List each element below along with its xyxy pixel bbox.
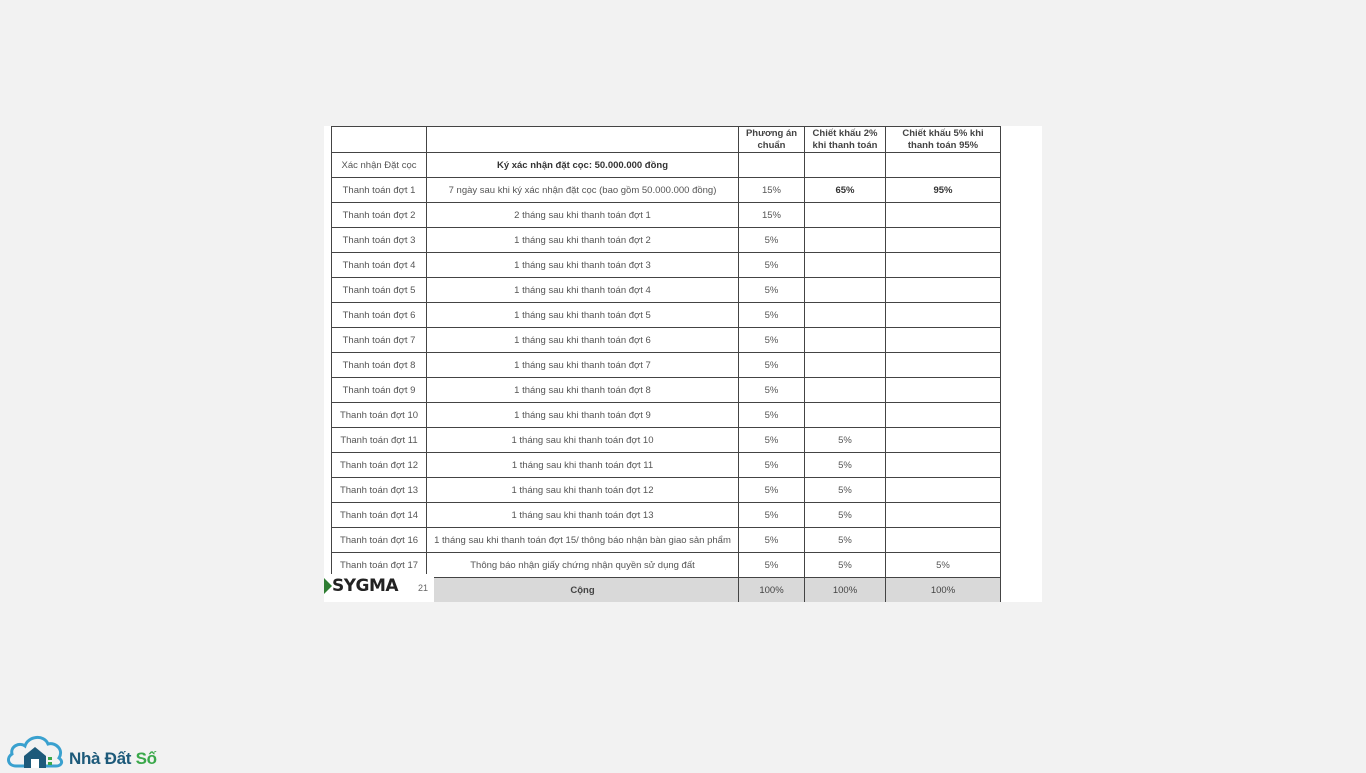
- cell-stage: Thanh toán đợt 8: [332, 353, 427, 378]
- page-number: 21: [418, 583, 429, 593]
- sygma-logo-text: SYGMA: [332, 576, 399, 596]
- table-row: [332, 403, 1001, 428]
- total-label: Cộng: [427, 578, 739, 603]
- cell-stage: Thanh toán đợt 10: [332, 403, 427, 428]
- cell-description: 1 tháng sau khi thanh toán đợt 2: [427, 228, 739, 253]
- brand-name: Nhà Đất: [69, 749, 132, 768]
- cell-discount-2: [805, 303, 886, 328]
- table-row: [332, 353, 1001, 378]
- cell-standard: 5%: [739, 228, 805, 253]
- cell-standard: 15%: [739, 178, 805, 203]
- cell-stage: Thanh toán đợt 1: [332, 178, 427, 203]
- cell-discount-2: [805, 253, 886, 278]
- cell-standard: 5%: [739, 278, 805, 303]
- cell-discount-2: 5%: [805, 428, 886, 453]
- cell-discount-2: 5%: [805, 528, 886, 553]
- cell-discount-5: [886, 503, 1001, 528]
- cell-discount-2: [805, 353, 886, 378]
- table-row: [332, 328, 1001, 353]
- cell-description: 1 tháng sau khi thanh toán đợt 13: [427, 503, 739, 528]
- cell-description: 1 tháng sau khi thanh toán đợt 15/ thông báo nhận bàn giao sản phẩm: [427, 528, 739, 553]
- deposit-stage: Xác nhận Đặt cọc: [332, 153, 427, 178]
- cell-description: 1 tháng sau khi thanh toán đợt 6: [427, 328, 739, 353]
- cell-standard: 5%: [739, 528, 805, 553]
- cell-discount-2: [805, 403, 886, 428]
- cell-stage: Thanh toán đợt 5: [332, 278, 427, 303]
- cell-discount-2: 65%: [805, 178, 886, 203]
- cell-discount-5: [886, 303, 1001, 328]
- table-row: [332, 428, 1001, 453]
- cell-discount-2: 5%: [805, 503, 886, 528]
- table-row: [332, 528, 1001, 553]
- table-row: [332, 278, 1001, 303]
- cloud-house-icon: [6, 732, 66, 768]
- total-standard: 100%: [739, 578, 805, 603]
- cell-standard: 5%: [739, 403, 805, 428]
- table-row: [332, 203, 1001, 228]
- cell-discount-5: [886, 203, 1001, 228]
- cell-discount-2: 5%: [805, 553, 886, 578]
- cell-stage: Thanh toán đợt 6: [332, 303, 427, 328]
- cell-discount-5: 5%: [886, 553, 1001, 578]
- cell-stage: Thanh toán đợt 9: [332, 378, 427, 403]
- cell-standard: 5%: [739, 428, 805, 453]
- cell-standard: 5%: [739, 553, 805, 578]
- cell-discount-5: [886, 528, 1001, 553]
- header-discount-2: Chiết khấu 2% khi thanh toán: [805, 127, 886, 153]
- deposit-description: Ký xác nhận đặt cọc: 50.000.000 đồng: [427, 153, 739, 178]
- cell-discount-2: 5%: [805, 453, 886, 478]
- cell-standard: 5%: [739, 378, 805, 403]
- cell-discount-2: [805, 278, 886, 303]
- image-viewer: [324, 126, 1042, 602]
- total-discount-5: 100%: [886, 578, 1001, 603]
- cell-stage: Thanh toán đợt 7: [332, 328, 427, 353]
- cell-description: 1 tháng sau khi thanh toán đợt 10: [427, 428, 739, 453]
- cell-stage: Thanh toán đợt 2: [332, 203, 427, 228]
- cell-discount-2: [805, 328, 886, 353]
- cell-discount-5: [886, 378, 1001, 403]
- header-standard: Phương án chuẩn: [739, 127, 805, 153]
- cell-description: Thông báo nhận giấy chứng nhận quyền sử dụng đất: [427, 553, 739, 578]
- cell-standard: 5%: [739, 478, 805, 503]
- cell-description: 1 tháng sau khi thanh toán đợt 8: [427, 378, 739, 403]
- table-row: [332, 228, 1001, 253]
- cell-description: 1 tháng sau khi thanh toán đợt 12: [427, 478, 739, 503]
- cell-description: 2 tháng sau khi thanh toán đợt 1: [427, 203, 739, 228]
- cell-discount-5: 95%: [886, 178, 1001, 203]
- sygma-logo: [324, 574, 434, 602]
- cell-discount-5: [886, 403, 1001, 428]
- cell-discount-5: [886, 478, 1001, 503]
- table-row: [332, 253, 1001, 278]
- cell-stage: Thanh toán đợt 11: [332, 428, 427, 453]
- table-header-row: [332, 127, 1001, 153]
- cell-discount-2: [805, 228, 886, 253]
- brand-name-accent: Số: [135, 749, 157, 768]
- sygma-triangle-icon: [324, 578, 332, 594]
- table-row: [332, 503, 1001, 528]
- cell-discount-5: [886, 453, 1001, 478]
- cell-standard: 5%: [739, 453, 805, 478]
- cell-standard: 5%: [739, 353, 805, 378]
- brand-logo[interactable]: [6, 732, 166, 768]
- table-row: [332, 178, 1001, 203]
- cell-stage: Thanh toán đợt 17: [332, 553, 427, 578]
- cell-discount-5: [886, 278, 1001, 303]
- cell-stage: Thanh toán đợt 4: [332, 253, 427, 278]
- cell-description: 1 tháng sau khi thanh toán đợt 11: [427, 453, 739, 478]
- cell-discount-5: [886, 253, 1001, 278]
- cell-description: 1 tháng sau khi thanh toán đợt 9: [427, 403, 739, 428]
- cell-description: 1 tháng sau khi thanh toán đợt 7: [427, 353, 739, 378]
- cell-standard: 5%: [739, 503, 805, 528]
- cell-standard: 15%: [739, 203, 805, 228]
- cell-stage: Thanh toán đợt 13: [332, 478, 427, 503]
- cell-description: 1 tháng sau khi thanh toán đợt 5: [427, 303, 739, 328]
- cell-discount-2: 5%: [805, 478, 886, 503]
- cell-description: 7 ngày sau khi ký xác nhận đặt cọc (bao gồm 50.000.000 đồng): [427, 178, 739, 203]
- cell-discount-2: [805, 203, 886, 228]
- table-row: [332, 453, 1001, 478]
- table-row: [332, 378, 1001, 403]
- cell-standard: 5%: [739, 303, 805, 328]
- header-discount-5: Chiết khấu 5% khi thanh toán 95%: [886, 127, 1001, 153]
- cell-standard: 5%: [739, 253, 805, 278]
- table-row: [332, 478, 1001, 503]
- table-row: [332, 303, 1001, 328]
- cell-description: 1 tháng sau khi thanh toán đợt 4: [427, 278, 739, 303]
- cell-discount-5: [886, 353, 1001, 378]
- cell-discount-5: [886, 328, 1001, 353]
- cell-description: 1 tháng sau khi thanh toán đợt 3: [427, 253, 739, 278]
- cell-discount-5: [886, 228, 1001, 253]
- cell-stage: Thanh toán đợt 12: [332, 453, 427, 478]
- cell-standard: 5%: [739, 328, 805, 353]
- cell-discount-2: [805, 378, 886, 403]
- cell-stage: Thanh toán đợt 3: [332, 228, 427, 253]
- deposit-row: [332, 153, 1001, 178]
- cell-stage: Thanh toán đợt 16: [332, 528, 427, 553]
- cell-stage: Thanh toán đợt 14: [332, 503, 427, 528]
- total-discount-2: 100%: [805, 578, 886, 603]
- cell-discount-5: [886, 428, 1001, 453]
- payment-schedule-table: [331, 126, 1001, 602]
